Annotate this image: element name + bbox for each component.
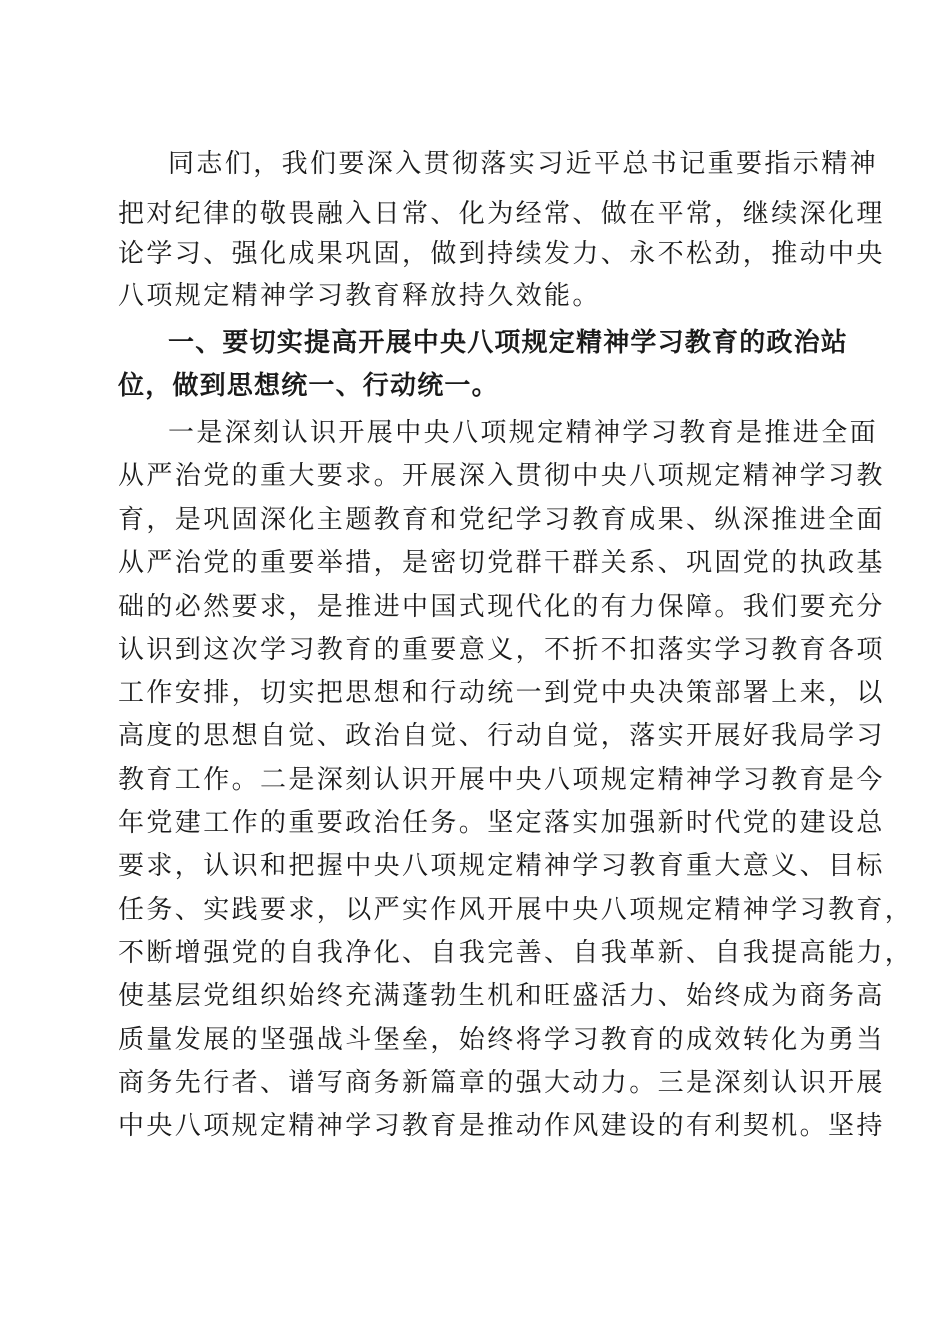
paragraph-2-line-14: 使基层党组织始终充满蓬勃生机和旺盛活力、始终成为商务高: [118, 981, 885, 1011]
paragraph-2-line-8: 高度的思想自觉、政治自觉、行动自觉，落实开展好我局学习: [118, 721, 885, 751]
paragraph-2-line-13: 不断增强党的自我净化、自我完善、自我革新、自我提高能力，: [118, 938, 914, 968]
paragraph-1-line-3: 论学习、强化成果巩固，做到持续发力、永不松劲，推动中央: [118, 239, 885, 269]
paragraph-2-line-1: 一是深刻认识开展中央八项规定精神学习教育是推进全面: [168, 418, 879, 448]
section-heading-line-1: 一、要切实提高开展中央八项规定精神学习教育的政治站: [168, 328, 849, 358]
paragraph-2-line-6: 认识到这次学习教育的重要意义，不折不扣落实学习教育各项: [118, 635, 885, 665]
section-heading-line-2: 位，做到思想统一、行动统一。: [118, 371, 499, 401]
paragraph-2-line-12: 任务、实践要求，以严实作风开展中央八项规定精神学习教育，: [118, 895, 914, 925]
paragraph-2-line-17: 中央八项规定精神学习教育是推动作风建设的有利契机。坚持: [118, 1111, 885, 1141]
paragraph-2-line-9: 教育工作。二是深刻认识开展中央八项规定精神学习教育是今: [118, 765, 885, 795]
paragraph-1-line-4: 八项规定精神学习教育释放持久效能。: [118, 281, 601, 311]
paragraph-2-line-2: 从严治党的重大要求。开展深入贯彻中央八项规定精神学习教: [118, 461, 885, 491]
paragraph-1-line-1: 同志们，我们要深入贯彻落实习近平总书记重要指示精神: [168, 149, 879, 179]
paragraph-2-line-10: 年党建工作的重要政治任务。坚定落实加强新时代党的建设总: [118, 808, 885, 838]
paragraph-2-line-3: 育，是巩固深化主题教育和党纪学习教育成果、纵深推进全面: [118, 505, 885, 535]
paragraph-1-line-2: 把对纪律的敬畏融入日常、化为经常、做在平常，继续深化理: [118, 199, 885, 229]
paragraph-2-line-15: 质量发展的坚强战斗堡垒，始终将学习教育的成效转化为勇当: [118, 1025, 885, 1055]
paragraph-2-line-4: 从严治党的重要举措，是密切党群干群关系、巩固党的执政基: [118, 548, 885, 578]
paragraph-2-line-16: 商务先行者、谱写商务新篇章的强大动力。三是深刻认识开展: [118, 1068, 885, 1098]
paragraph-2-line-7: 工作安排，切实把思想和行动统一到党中央决策部署上来，以: [118, 678, 885, 708]
paragraph-2-line-5: 础的必然要求，是推进中国式现代化的有力保障。我们要充分: [118, 592, 885, 622]
paragraph-2-line-11: 要求，认识和把握中央八项规定精神学习教育重大意义、目标: [118, 851, 885, 881]
